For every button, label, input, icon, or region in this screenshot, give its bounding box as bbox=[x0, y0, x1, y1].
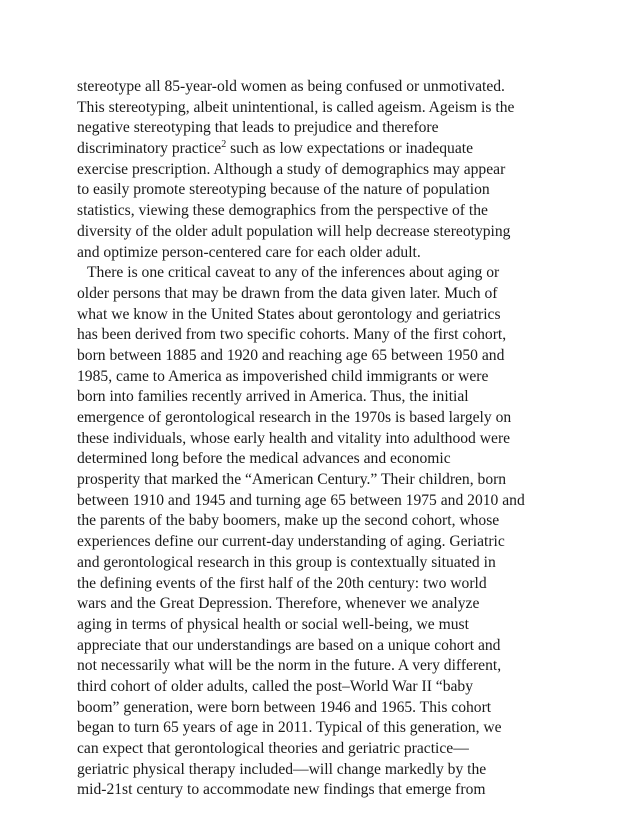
text-line: This stereotyping, albeit unintentional, is called ageism. Ageism is the bbox=[77, 98, 515, 116]
paragraph-1 bbox=[77, 77, 567, 263]
text-line: emergence of gerontological research in the 1970s is based largely on bbox=[77, 409, 512, 426]
text-line: born into families recently arrived in America. Thus, the initial bbox=[77, 388, 469, 406]
text-line: born between 1885 and 1920 and reaching age 65 between 1950 and bbox=[77, 346, 505, 364]
text-line: third cohort of older adults, called the post–World War II “baby bbox=[77, 677, 474, 695]
text-line: 1985, came to America as impoverished child immigrants or were bbox=[77, 367, 489, 385]
text-line: what we know in the United States about gerontology and geriatrics bbox=[77, 305, 501, 323]
footnote-reference[interactable]: 2 bbox=[221, 138, 227, 150]
text-line: has been derived from two specific cohorts. Many of the first cohort, bbox=[77, 326, 507, 344]
text-line: between 1910 and 1945 and turning age 65 between 1975 and 2010 and bbox=[77, 491, 525, 509]
text-line: diversity of the older adult population will help decrease stereotyping bbox=[77, 222, 511, 240]
text-line: wars and the Great Depression. Therefore, whenever we analyze bbox=[77, 595, 480, 613]
text-line: these individuals, whose early health and vitality into adulthood were bbox=[77, 429, 511, 447]
text-line: the parents of the baby boomers, make up the second cohort, whose bbox=[77, 512, 500, 530]
text-line: mid-21st century to accommodate new findings that emerge from bbox=[77, 781, 486, 799]
text-line: can expect that gerontological theories and geriatric practice— bbox=[77, 740, 469, 757]
text-line: began to turn 65 years of age in 2011. Typical of this generation, we bbox=[77, 719, 502, 737]
text-line: aging in terms of physical health or social well-being, we must bbox=[77, 615, 469, 633]
text-line: statistics, viewing these demographics from the perspective of the bbox=[77, 202, 488, 220]
text-line: to easily promote stereotyping because of the nature of population bbox=[77, 181, 490, 199]
text-line: geriatric physical therapy included—will change markedly by the bbox=[77, 760, 487, 778]
text-segment: discriminatory practice bbox=[77, 140, 222, 158]
paragraph-2 bbox=[77, 263, 567, 801]
text-line: the defining events of the first half of the 20th century: two world bbox=[77, 574, 487, 592]
text-line: and optimize person-centered care for each older adult. bbox=[77, 243, 421, 261]
text-line: negative stereotyping that leads to prejudice and therefore bbox=[77, 119, 439, 137]
document-page bbox=[77, 77, 567, 801]
text-segment: such as low expectations or inadequate bbox=[226, 140, 474, 158]
text-line: stereotype all 85-year-old women as being confused or unmotivated. bbox=[77, 78, 505, 95]
text-line: prosperity that marked the “American Century.” Their children, born bbox=[77, 471, 507, 489]
text-line: not necessarily what will be the norm in the future. A very different, bbox=[77, 657, 502, 675]
text-line: appreciate that our understandings are based on a unique cohort and bbox=[77, 636, 501, 654]
text-line: determined long before the medical advances and economic bbox=[77, 450, 451, 468]
text-line: older persons that may be drawn from the data given later. Much of bbox=[77, 284, 498, 302]
text-line: boom” generation, were born between 1946 and 1965. This cohort bbox=[77, 698, 492, 716]
text-line: and gerontological research in this group is contextually situated in bbox=[77, 553, 496, 571]
text-line: exercise prescription. Although a study of demographics may appear bbox=[77, 160, 506, 178]
text-line bbox=[77, 139, 567, 160]
text-line: experiences define our current-day understanding of aging. Geriatric bbox=[77, 533, 505, 551]
text-line: There is one critical caveat to any of the inferences about aging or bbox=[87, 264, 500, 282]
